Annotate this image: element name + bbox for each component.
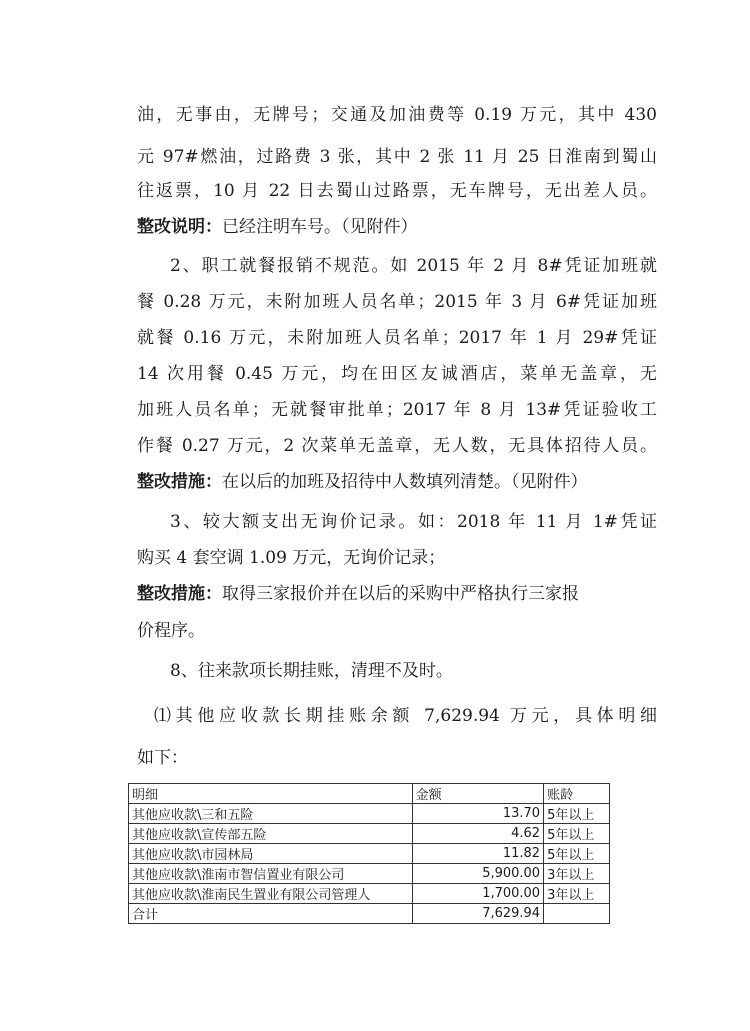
cell-total-label: 合计 [129, 904, 413, 924]
body-line: 就餐 0.16 万元，未附加班人员名单；2017 年 1 月 29#凭证 [137, 328, 657, 348]
table-row [129, 864, 610, 884]
body-line: 往返票，10 月 22 日去蜀山过路票，无车牌号，无出差人员。 [137, 181, 657, 201]
table-row [129, 844, 610, 864]
cell-detail: 其他应收款\淮南民生置业有限公司管理人 [129, 884, 413, 904]
body-line: 价程序。 [137, 621, 205, 641]
body-line: 14 次用餐 0.45 万元，均在田区友诚酒店，菜单无盖章，无 [137, 364, 657, 384]
table-header-row [129, 784, 610, 804]
cell-age: 5年以上 [544, 824, 610, 844]
column-header-detail: 明细 [129, 784, 413, 804]
cell-age: 3年以上 [544, 864, 610, 884]
body-line: 如下： [137, 748, 188, 768]
cell-detail: 其他应收款\三和五险 [129, 804, 413, 824]
body-line: 购买 4 套空调 1.09 万元，无询价记录； [137, 548, 446, 568]
table-row [129, 824, 610, 844]
rectification-label: 整改措施： [137, 584, 222, 604]
cell-detail: 其他应收款\淮南市智信置业有限公司 [129, 864, 413, 884]
body-line: 餐 0.28 万元，未附加班人员名单；2015 年 3 月 6#凭证加班 [137, 292, 657, 312]
cell-age: 3年以上 [544, 884, 610, 904]
section-heading: 2、职工就餐报销不规范。如 2015 年 2 月 8#凭证加班就 [170, 256, 657, 276]
body-line: 作餐 0.27 万元，2 次菜单无盖章，无人数，无具体招待人员。 [137, 436, 657, 456]
cell-detail: 其他应收款\宣传部五险 [129, 824, 413, 844]
table-row [129, 804, 610, 824]
cell-detail: 其他应收款\市园林局 [129, 844, 413, 864]
rectification-text: 在以后的加班及招待中人数填列清楚。（见附件） [222, 472, 588, 492]
cell-amount: 5,900.00 [412, 864, 543, 884]
column-header-age: 账龄 [544, 784, 610, 804]
cell-total-amount: 7,629.94 [412, 904, 543, 924]
rectification-label: 整改说明： [137, 217, 222, 237]
rectification-label: 整改措施： [137, 472, 222, 492]
column-header-amount: 金额 [412, 784, 543, 804]
cell-amount: 1,700.00 [412, 884, 543, 904]
table-row [129, 884, 610, 904]
receivables-table [128, 783, 610, 924]
cell-amount: 13.70 [412, 804, 543, 824]
body-line: 元 97#燃油，过路费 3 张，其中 2 张 11 月 25 日淮南到蜀山 [137, 147, 657, 167]
cell-age: 5年以上 [544, 804, 610, 824]
cell-amount: 4.62 [412, 824, 543, 844]
rectification-text: 取得三家报价并在以后的采购中严格执行三家报 [222, 584, 579, 604]
section-heading: 3、较大额支出无询价记录。如：2018 年 11 月 1#凭证 [170, 512, 657, 532]
section-heading: 8、往来款项长期挂账，清理不及时。 [170, 661, 453, 681]
rectification-text: 已经注明车号。（见附件） [222, 217, 418, 237]
body-line: ⑴其他应收款长期挂账余额 7,629.94 万元，具体明细 [154, 706, 657, 726]
body-line: 油，无事由，无牌号；交通及加油费等 0.19 万元，其中 430 [137, 105, 657, 125]
rectification-note [137, 471, 657, 493]
cell-age: 5年以上 [544, 844, 610, 864]
body-line: 加班人员名单；无就餐审批单；2017 年 8 月 13#凭证验收工 [137, 400, 657, 420]
rectification-note [137, 583, 657, 605]
rectification-note [137, 216, 657, 238]
cell-amount: 11.82 [412, 844, 543, 864]
table-total-row [129, 904, 610, 924]
cell-total-age [544, 904, 610, 924]
